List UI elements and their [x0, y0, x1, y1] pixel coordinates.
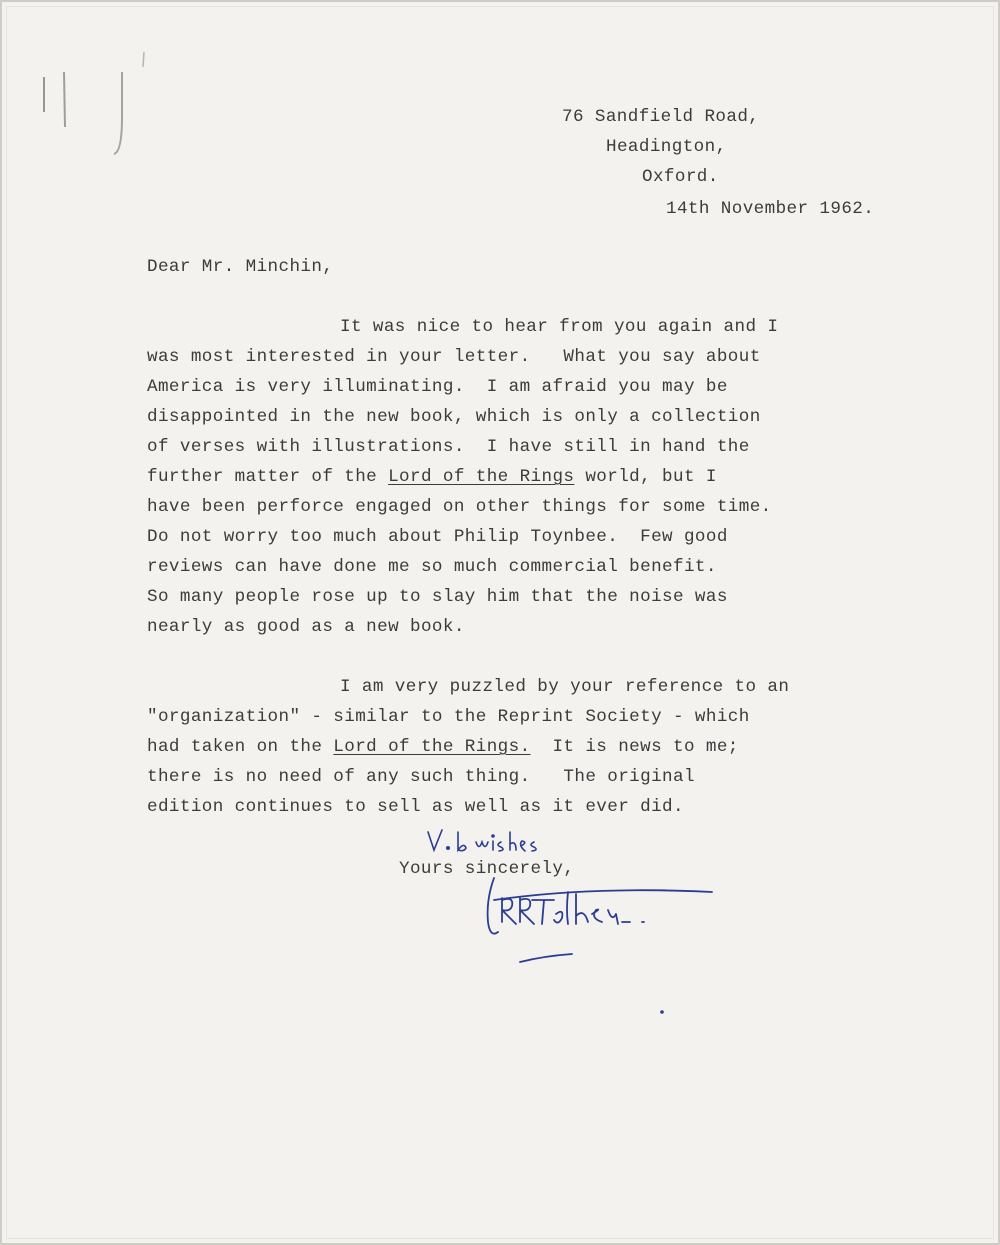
book-title: Lord of the Rings: [388, 467, 575, 487]
paragraph-line: "organization" - similar to the Reprint Society - which: [147, 707, 750, 727]
paragraph-line: So many people rose up to slay him that the noise was: [147, 587, 728, 607]
address-line-street: 76 Sandfield Road,: [562, 107, 760, 127]
book-title: Lord of the Rings.: [333, 737, 531, 757]
handwritten-best-wishes: [422, 824, 542, 858]
paragraph-line: reviews can have done me so much commercial benefit.: [147, 557, 717, 577]
paragraph-text: It is news to me;: [530, 737, 739, 757]
ink-dot: [658, 1008, 666, 1016]
paragraph-line: there is no need of any such thing. The original: [147, 767, 695, 787]
paragraph-line: America is very illuminating. I am afraid you may be: [147, 377, 728, 397]
paragraph-line: was most interested in your letter. What you say about: [147, 347, 761, 367]
paragraph-line: have been perforce engaged on other things for some time.: [147, 497, 772, 517]
paragraph-text: further matter of the: [147, 467, 389, 487]
paragraph-line: Do not worry too much about Philip Toynbee. Few good: [147, 527, 728, 547]
address-line-district: Headington,: [606, 137, 727, 157]
pencil-marks: [22, 32, 162, 172]
signature: [472, 870, 722, 980]
paragraph-line: It was nice to hear from you again and I: [340, 317, 779, 337]
paragraph-line: of verses with illustrations. I have still in hand the: [147, 437, 750, 457]
letter-date: 14th November 1962.: [666, 199, 875, 219]
paragraph-line: disappointed in the new book, which is only a collection: [147, 407, 761, 427]
address-line-city: Oxford.: [642, 167, 719, 187]
paragraph-text: world, but I: [574, 467, 717, 487]
paragraph-text: had taken on the: [147, 737, 334, 757]
paragraph-line: I am very puzzled by your reference to an: [340, 677, 790, 697]
paragraph-line: [147, 462, 717, 492]
paragraph-line: [147, 732, 739, 762]
salutation: Dear Mr. Minchin,: [147, 257, 334, 277]
closing: Yours sincerely,: [399, 859, 575, 879]
paragraph-line: edition continues to sell as well as it ever did.: [147, 797, 684, 817]
paragraph-line: nearly as good as a new book.: [147, 617, 465, 637]
